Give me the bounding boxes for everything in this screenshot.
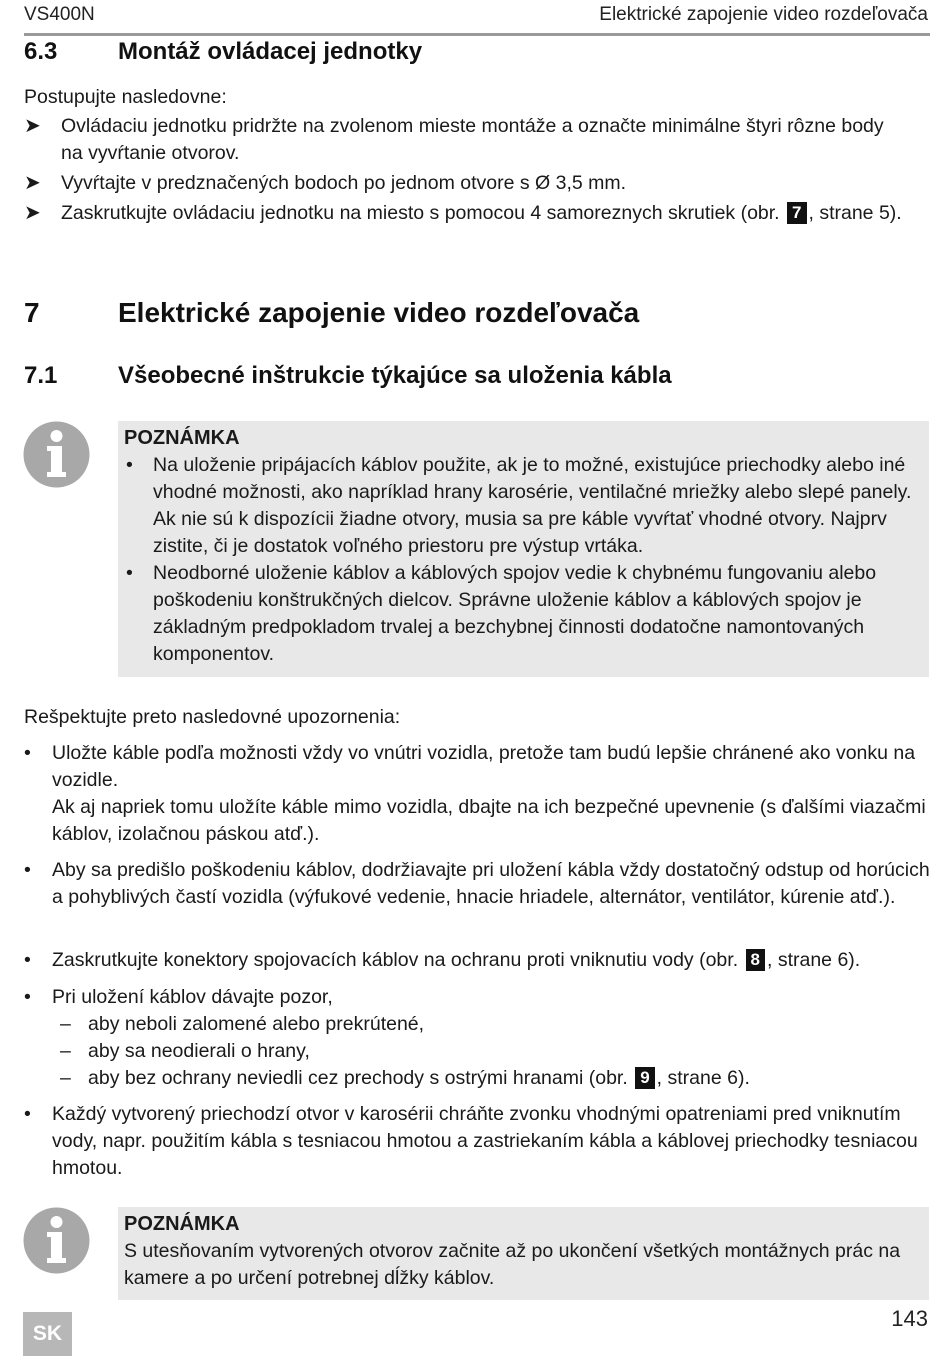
- dash-item: – aby sa neodierali o hrany,: [60, 1040, 310, 1062]
- note-box: [118, 1207, 929, 1300]
- language-badge: SK: [23, 1312, 72, 1356]
- section-7-number: 7: [24, 297, 40, 328]
- section-7-1-title: Všeobecné inštrukcie týkajúce sa uloženia kábla: [118, 362, 672, 389]
- list-item: • Pri uložení káblov dávajte pozor, – aby neboli zalomené alebo prekrútené, – aby sa neodierali o hrany, – aby bez ochrany neviedli cez prechody s ostrými hranami (obr. 9 , strane 6).: [24, 984, 930, 1092]
- note-bullet-list: [118, 452, 929, 676]
- header-model: VS400N: [24, 4, 95, 25]
- arrow-icon: ➤: [24, 115, 41, 137]
- respect-intro: Rešpektujte preto nasledovné upozornenia:: [24, 706, 401, 728]
- dash-item: – aby bez ochrany neviedli cez prechody s ostrými hranami (obr. 9 , strane 6).: [60, 1067, 750, 1089]
- info-icon: [23, 1207, 90, 1274]
- dash-item: – aby neboli zalomené alebo prekrútené,: [60, 1013, 425, 1035]
- header-chapter-title: Elektrické zapojenie video rozdeľovača: [599, 4, 928, 25]
- list-item: • Uložte káble podľa možnosti vždy vo vnútri vozidla, pretože tam budú lepšie chránené ako vonku na vozidle. Ak aj napriek tomu uložíte káble mimo vozidla, dbajte na ich bezpečné upevnenie (s ďalšími viazačmi káblov, izolačnou páskou atď.).: [24, 742, 926, 845]
- note-bullet: • Na uloženie pripájacích káblov použite, ak je to možné, existujúce priechodky alebo iné vhodné možnosti, ako napríklad hrany karosérie, ventilačné mriežky alebo slepé panely. Ak nie sú k dispozícii žiadne otvory, musia sa pre káble vyvŕtať vhodné otvory. Najprv zistite, či je dostatok voľného priestoru pre výstup vrtáka.: [126, 454, 912, 557]
- step-item: [24, 200, 904, 227]
- info-icon: [23, 421, 90, 488]
- section-7-title: Elektrické zapojenie video rozdeľovača: [118, 297, 640, 328]
- note-box: [118, 421, 929, 677]
- figure-ref-badge: 8: [746, 949, 765, 971]
- arrow-icon: ➤: [24, 202, 41, 224]
- figure-ref-badge: 9: [635, 1067, 654, 1089]
- list-item: • Zaskrutkujte konektory spojovacích káblov na ochranu proti vniknutiu vody (obr. 8 , strane 6).: [24, 949, 861, 971]
- step-item: [24, 170, 904, 197]
- section-7-1-number: 7.1: [24, 362, 58, 389]
- step-item: [24, 113, 904, 167]
- step-text: Vyvŕtajte v predznačených bodoch po jednom otvore s Ø 3,5 mm.: [61, 172, 627, 194]
- section-6-3-title: Montáž ovládacej jednotky: [118, 38, 423, 65]
- note-text: S utesňovaním vytvorených otvorov začnite až po ukončení všetkých montážnych prác na kamere a po určení potrebnej dĺžky káblov.: [124, 1240, 901, 1289]
- note-bullet: • Neodborné uloženie káblov a káblových spojov vedie k chybnému fungovaniu alebo poškodeniu konštrukčných dielcov. Správne uloženie káblov a káblových spojov je základným predpokladom trvalej a bezchybnej činnosti dodatočne namontovaných komponentov.: [126, 562, 877, 665]
- arrow-icon: ➤: [24, 172, 41, 194]
- step-text: Zaskrutkujte ovládaciu jednotku na miesto s pomocou 4 samoreznych skrutiek (obr. 7 , strane 5).: [61, 202, 902, 224]
- section-6-3-intro: Postupujte nasledovne:: [24, 86, 227, 108]
- step-text: Ovládaciu jednotku pridržte na zvolenom mieste montáže a označte minimálne štyri rôzne body na vyvŕtanie otvorov.: [61, 115, 884, 164]
- header-rule: [24, 33, 930, 36]
- page-number: 143: [891, 1306, 928, 1331]
- list-item: • Každý vytvorený priechodzí otvor v karosérii chráňte zvonku vhodnými opatreniami pred vniknutím vody, napr. použitím kábla s tesniacou hmotou a zastriekaním kábla a káblovej priechodky tesniacou hmotou.: [24, 1103, 918, 1179]
- note-title: POZNÁMKA: [124, 1213, 240, 1235]
- section-6-3-number: 6.3: [24, 38, 58, 65]
- figure-ref-badge: 7: [787, 202, 806, 224]
- note-title: POZNÁMKA: [124, 427, 240, 449]
- list-item: • Aby sa predišlo poškodeniu káblov, dodržiavajte pri uložení kábla vždy dostatočný odstup od horúcich a pohyblivých častí vozidla (výfukové vedenie, hnacie hriadele, alternátor, ventilátor, kúrenie atď.).: [24, 859, 930, 908]
